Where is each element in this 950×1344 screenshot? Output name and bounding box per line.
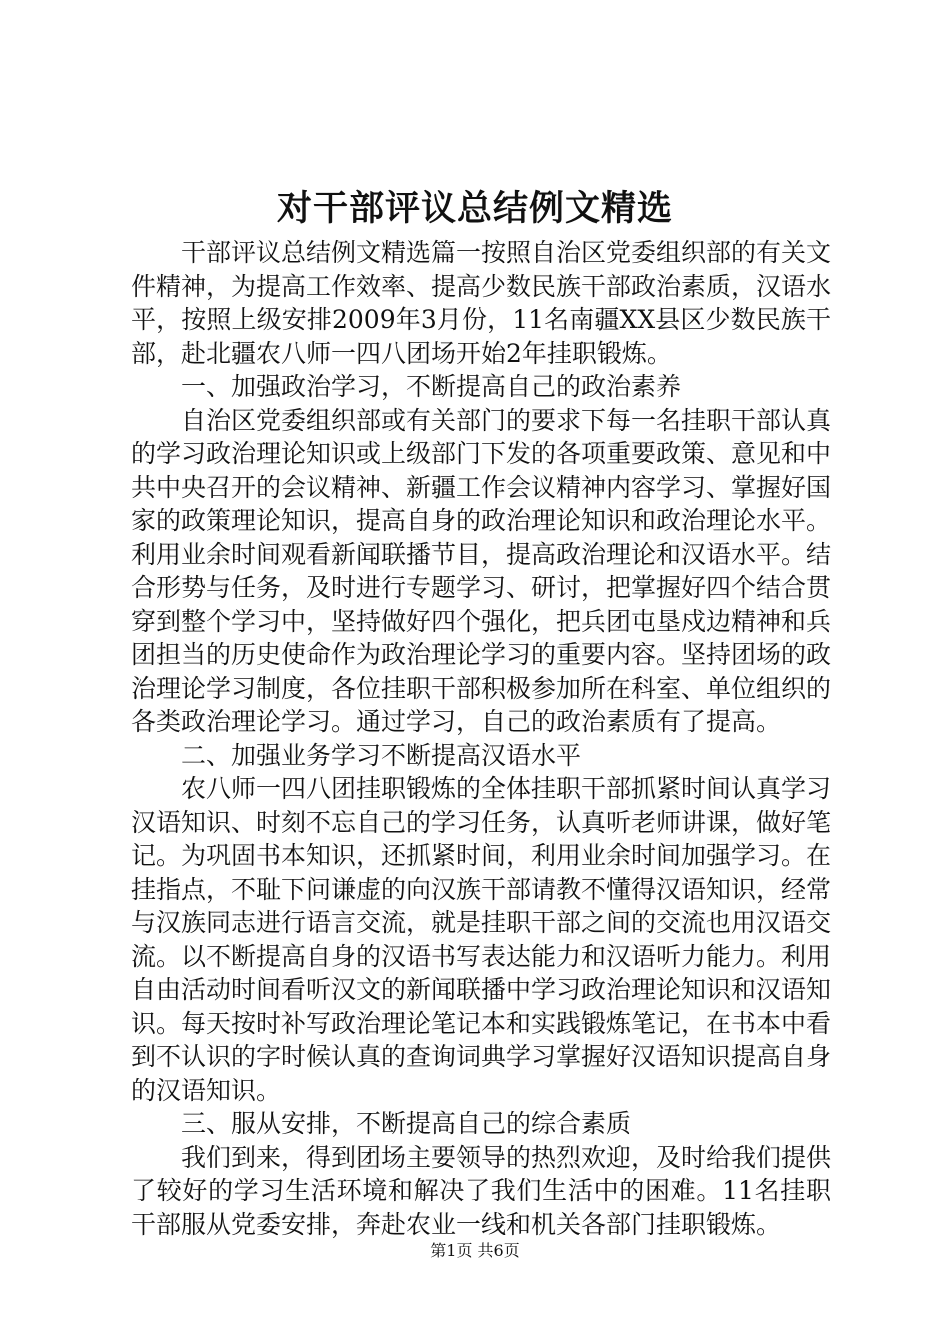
section-heading-1: 一、加强政治学习，不断提高自己的政治素养 bbox=[181, 372, 682, 401]
document-body bbox=[131, 236, 831, 1241]
section-heading-3: 三、服从安排，不断提高自己的综合素质 bbox=[181, 1109, 632, 1138]
intro-paragraph: 干部评议总结例文精选篇一按照自治区党委组织部的有关文件精神，为提高工作效率、提高少数民族干部政治素质，汉语水平，按照上级安排2009年3月份，11名南疆XX县区少数民族干部，赴北疆农八师一四八团场开始2年挂职锻炼。 bbox=[131, 238, 832, 368]
document-title: 对干部评议总结例文精选 bbox=[276, 188, 673, 229]
section-paragraph-3: 我们到来，得到团场主要领导的热烈欢迎，及时给我们提供了较好的学习生活环境和解决了我们生活中的困难。11名挂职干部服从党委安排，奔赴农业一线和机关各部门挂职锻炼。 bbox=[131, 1142, 832, 1239]
page-number-footer: 第1页 共6页 bbox=[430, 1241, 520, 1260]
section-heading-2: 二、加强业务学习不断提高汉语水平 bbox=[181, 740, 582, 770]
section-paragraph-2: 农八师一四八团挂职锻炼的全体挂职干部抓紧时间认真学习汉语知识、时刻不忘自己的学习任务，认真听老师讲课，做好笔记。为巩固书本知识，还抓紧时间，利用业余时间加强学习。在挂指点，不耻下问谦虚的向汉族干部请教不懂得汉语知识，经常与汉族同志进行语言交流，就是挂职干部之间的交流也用汉语交流。以不断提高自身的汉语书写表达能力和汉语听力能力。利用自由活动时间看听汉文的新闻联播中学习政治理论知识和汉语知识。每天按时补写政治理论笔记本和实践锻炼笔记，在书本中看到不认识的字时候认真的查询词典学习掌握好汉语知识提高自身的汉语知识。 bbox=[131, 774, 832, 1105]
section-paragraph-1: 自治区党委组织部或有关部门的要求下每一名挂职干部认真的学习政治理论知识或上级部门下发的各项重要政策、意见和中共中央召开的会议精神、新疆工作会议精神内容学习、掌握好国家的政策理论知识，提高自身的政治理论知识和政治理论水平。利用业余时间观看新闻联播节目，提高政治理论和汉语水平。结合形势与任务，及时进行专题学习、研讨，把掌握好四个结合贯穿到整个学习中，坚持做好四个强化，把兵团屯垦戍边精神和兵团担当的历史使命作为政治理论学习的重要内容。坚持团场的政治理论学习制度，各位挂职干部积极参加所在科室、单位组织的各类政治理论学习。通过学习，自己的政治素质有了提高。 bbox=[131, 405, 832, 736]
